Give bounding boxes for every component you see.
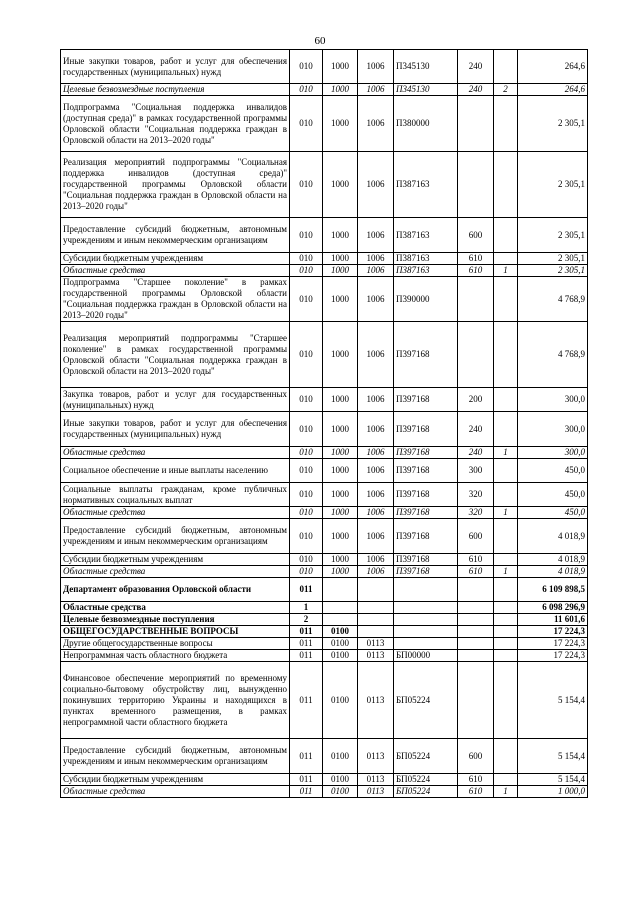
subsection-code-cell: 1006: [358, 459, 394, 483]
section-code-cell: 1000: [323, 483, 358, 507]
item-name-cell: Реализация мероприятий подпрограммы "Социальная поддержка инвалидов (доступная среда)" государственной программы Орловской области "Социальная поддержка граждан в Орловской области на 2013–2020 годы": [61, 152, 290, 218]
table-row: [61, 662, 588, 739]
expense-type-code-cell: 600: [458, 519, 494, 554]
subsection-code-cell: 1006: [358, 96, 394, 152]
table-row: [61, 152, 588, 218]
target-article-code-cell: БП00000: [394, 650, 458, 662]
funding-source-code-cell: [494, 662, 518, 739]
target-article-code-cell: БП05224: [394, 739, 458, 774]
subsection-code-cell: 1006: [358, 519, 394, 554]
ministry-code-cell: 010: [290, 265, 323, 277]
item-name-cell: Предоставление субсидий бюджетным, автономным учреждениям и иным некоммерческим организациям: [61, 218, 290, 253]
subsection-code-cell: [358, 602, 394, 614]
section-code-cell: 0100: [323, 774, 358, 786]
item-name-cell: Социальные выплаты гражданам, кроме публичных нормативных социальных выплат: [61, 483, 290, 507]
section-code-cell: 0100: [323, 638, 358, 650]
amount-cell: 450,0: [518, 459, 588, 483]
subsection-code-cell: 1006: [358, 218, 394, 253]
item-name-cell: Реализация мероприятий подпрограммы "Старшее поколение" в рамках государственной программы Орловской области "Социальная поддержка граждан в Орловской области на 2013–2020 годы": [61, 322, 290, 388]
funding-source-code-cell: [494, 152, 518, 218]
budget-table-body: [61, 50, 588, 798]
subsection-code-cell: 1006: [358, 483, 394, 507]
funding-source-code-cell: [494, 519, 518, 554]
expense-type-code-cell: 240: [458, 447, 494, 459]
target-article-code-cell: П387163: [394, 253, 458, 265]
ministry-code-cell: 011: [290, 774, 323, 786]
subsection-code-cell: 0113: [358, 774, 394, 786]
target-article-code-cell: П345130: [394, 84, 458, 96]
section-code-cell: 1000: [323, 322, 358, 388]
table-row: [61, 388, 588, 412]
table-row: [61, 253, 588, 265]
table-row: [61, 277, 588, 322]
funding-source-code-cell: [494, 412, 518, 447]
amount-cell: 2 305,1: [518, 152, 588, 218]
subsection-code-cell: 1006: [358, 447, 394, 459]
item-name-cell: Закупка товаров, работ и услуг для государственных (муниципальных) нужд: [61, 388, 290, 412]
table-row: [61, 218, 588, 253]
section-code-cell: 1000: [323, 447, 358, 459]
ministry-code-cell: 011: [290, 638, 323, 650]
ministry-code-cell: 011: [290, 786, 323, 798]
funding-source-code-cell: [494, 774, 518, 786]
ministry-code-cell: 010: [290, 218, 323, 253]
ministry-code-cell: 010: [290, 507, 323, 519]
expense-type-code-cell: 610: [458, 786, 494, 798]
expense-type-code-cell: [458, 626, 494, 638]
subsection-code-cell: 1006: [358, 50, 394, 84]
table-row: [61, 519, 588, 554]
section-code-cell: 1000: [323, 218, 358, 253]
table-row: [61, 447, 588, 459]
target-article-code-cell: П397168: [394, 322, 458, 388]
budget-table: [60, 49, 588, 798]
amount-cell: 4 018,9: [518, 519, 588, 554]
table-row: [61, 459, 588, 483]
ministry-code-cell: 010: [290, 50, 323, 84]
expense-type-code-cell: [458, 650, 494, 662]
item-name-cell: Целевые безвозмездные поступления: [61, 614, 290, 626]
ministry-code-cell: 010: [290, 388, 323, 412]
table-row: [61, 84, 588, 96]
target-article-code-cell: П397168: [394, 566, 458, 578]
target-article-code-cell: [394, 626, 458, 638]
ministry-code-cell: 1: [290, 602, 323, 614]
expense-type-code-cell: [458, 602, 494, 614]
table-row: [61, 786, 588, 798]
subsection-code-cell: 1006: [358, 388, 394, 412]
subsection-code-cell: 1006: [358, 277, 394, 322]
section-code-cell: 1000: [323, 96, 358, 152]
expense-type-code-cell: 610: [458, 566, 494, 578]
subsection-code-cell: 1006: [358, 152, 394, 218]
target-article-code-cell: П397168: [394, 412, 458, 447]
ministry-code-cell: 011: [290, 662, 323, 739]
target-article-code-cell: П387163: [394, 152, 458, 218]
ministry-code-cell: 010: [290, 566, 323, 578]
section-code-cell: 1000: [323, 84, 358, 96]
target-article-code-cell: [394, 602, 458, 614]
amount-cell: 5 154,4: [518, 774, 588, 786]
amount-cell: 17 224,3: [518, 650, 588, 662]
table-row: [61, 626, 588, 638]
expense-type-code-cell: 320: [458, 507, 494, 519]
section-code-cell: 1000: [323, 388, 358, 412]
amount-cell: 2 305,1: [518, 265, 588, 277]
table-row: [61, 578, 588, 602]
item-name-cell: Областные средства: [61, 602, 290, 614]
target-article-code-cell: [394, 578, 458, 602]
target-article-code-cell: П397168: [394, 554, 458, 566]
target-article-code-cell: [394, 614, 458, 626]
expense-type-code-cell: [458, 152, 494, 218]
ministry-code-cell: 011: [290, 739, 323, 774]
item-name-cell: Областные средства: [61, 507, 290, 519]
subsection-code-cell: 1006: [358, 554, 394, 566]
funding-source-code-cell: [494, 218, 518, 253]
table-row: [61, 96, 588, 152]
funding-source-code-cell: [494, 277, 518, 322]
amount-cell: 5 154,4: [518, 662, 588, 739]
target-article-code-cell: П387163: [394, 218, 458, 253]
funding-source-code-cell: [494, 253, 518, 265]
amount-cell: 300,0: [518, 388, 588, 412]
expense-type-code-cell: 240: [458, 412, 494, 447]
ministry-code-cell: 010: [290, 152, 323, 218]
amount-cell: 4 018,9: [518, 554, 588, 566]
expense-type-code-cell: 600: [458, 739, 494, 774]
subsection-code-cell: 1006: [358, 507, 394, 519]
expense-type-code-cell: 240: [458, 50, 494, 84]
amount-cell: 5 154,4: [518, 739, 588, 774]
ministry-code-cell: 010: [290, 412, 323, 447]
subsection-code-cell: [358, 578, 394, 602]
amount-cell: 450,0: [518, 483, 588, 507]
subsection-code-cell: 0113: [358, 739, 394, 774]
target-article-code-cell: П397168: [394, 483, 458, 507]
subsection-code-cell: [358, 614, 394, 626]
section-code-cell: 1000: [323, 412, 358, 447]
expense-type-code-cell: 600: [458, 218, 494, 253]
target-article-code-cell: [394, 638, 458, 650]
amount-cell: 4 768,9: [518, 277, 588, 322]
section-code-cell: 1000: [323, 519, 358, 554]
funding-source-code-cell: [494, 554, 518, 566]
funding-source-code-cell: [494, 626, 518, 638]
target-article-code-cell: П397168: [394, 459, 458, 483]
section-code-cell: 1000: [323, 152, 358, 218]
target-article-code-cell: П397168: [394, 388, 458, 412]
expense-type-code-cell: [458, 322, 494, 388]
ministry-code-cell: 011: [290, 578, 323, 602]
table-row: [61, 638, 588, 650]
target-article-code-cell: П387163: [394, 265, 458, 277]
subsection-code-cell: 1006: [358, 322, 394, 388]
funding-source-code-cell: [494, 50, 518, 84]
table-row: [61, 507, 588, 519]
expense-type-code-cell: [458, 277, 494, 322]
funding-source-code-cell: [494, 614, 518, 626]
item-name-cell: Субсидии бюджетным учреждениям: [61, 253, 290, 265]
item-name-cell: Областные средства: [61, 447, 290, 459]
ministry-code-cell: 011: [290, 650, 323, 662]
funding-source-code-cell: [494, 638, 518, 650]
table-row: [61, 614, 588, 626]
subsection-code-cell: 1006: [358, 84, 394, 96]
funding-source-code-cell: [494, 602, 518, 614]
table-row: [61, 566, 588, 578]
section-code-cell: [323, 602, 358, 614]
table-row: [61, 774, 588, 786]
subsection-code-cell: 0113: [358, 650, 394, 662]
ministry-code-cell: 010: [290, 447, 323, 459]
ministry-code-cell: 010: [290, 84, 323, 96]
section-code-cell: 0100: [323, 739, 358, 774]
ministry-code-cell: 010: [290, 554, 323, 566]
table-row: [61, 739, 588, 774]
subsection-code-cell: 0113: [358, 638, 394, 650]
amount-cell: 4 768,9: [518, 322, 588, 388]
subsection-code-cell: 1006: [358, 253, 394, 265]
expense-type-code-cell: 610: [458, 253, 494, 265]
funding-source-code-cell: [494, 96, 518, 152]
expense-type-code-cell: [458, 96, 494, 152]
target-article-code-cell: П390000: [394, 277, 458, 322]
amount-cell: 264,6: [518, 50, 588, 84]
funding-source-code-cell: [494, 322, 518, 388]
section-code-cell: 1000: [323, 253, 358, 265]
subsection-code-cell: 1006: [358, 412, 394, 447]
funding-source-code-cell: [494, 388, 518, 412]
item-name-cell: Социальное обеспечение и иные выплаты населению: [61, 459, 290, 483]
funding-source-code-cell: [494, 650, 518, 662]
expense-type-code-cell: 320: [458, 483, 494, 507]
table-row: [61, 412, 588, 447]
section-code-cell: 1000: [323, 50, 358, 84]
subsection-code-cell: 0113: [358, 786, 394, 798]
item-name-cell: Предоставление субсидий бюджетным, автономным учреждениям и иным некоммерческим организациям: [61, 519, 290, 554]
section-code-cell: 0100: [323, 650, 358, 662]
expense-type-code-cell: [458, 614, 494, 626]
amount-cell: 17 224,3: [518, 638, 588, 650]
amount-cell: 2 305,1: [518, 253, 588, 265]
item-name-cell: Другие общегосударственные вопросы: [61, 638, 290, 650]
funding-source-code-cell: 1: [494, 507, 518, 519]
section-code-cell: 1000: [323, 507, 358, 519]
amount-cell: 300,0: [518, 412, 588, 447]
expense-type-code-cell: 200: [458, 388, 494, 412]
funding-source-code-cell: 1: [494, 265, 518, 277]
expense-type-code-cell: 610: [458, 554, 494, 566]
expense-type-code-cell: 610: [458, 265, 494, 277]
amount-cell: 300,0: [518, 447, 588, 459]
item-name-cell: Непрограммная часть областного бюджета: [61, 650, 290, 662]
amount-cell: 1 000,0: [518, 786, 588, 798]
expense-type-code-cell: 240: [458, 84, 494, 96]
ministry-code-cell: 010: [290, 483, 323, 507]
funding-source-code-cell: 2: [494, 84, 518, 96]
table-row: [61, 650, 588, 662]
funding-source-code-cell: [494, 578, 518, 602]
section-code-cell: 0100: [323, 786, 358, 798]
expense-type-code-cell: [458, 638, 494, 650]
funding-source-code-cell: 1: [494, 786, 518, 798]
target-article-code-cell: П397168: [394, 519, 458, 554]
item-name-cell: Субсидии бюджетным учреждениям: [61, 554, 290, 566]
item-name-cell: Финансовое обеспечение мероприятий по временному социально-бытовому обустройству лиц, вынужденно покинувших территорию Украины и находящихся в пунктах временного размещения, в рамках непрограммной части областного бюджета: [61, 662, 290, 739]
ministry-code-cell: 010: [290, 519, 323, 554]
funding-source-code-cell: 1: [494, 447, 518, 459]
expense-type-code-cell: 300: [458, 459, 494, 483]
item-name-cell: Подпрограмма "Социальная поддержка инвалидов (доступная среда)" в рамках государственной программы Орловской области "Социальная поддержка граждан в Орловской области на 2013–2020 годы": [61, 96, 290, 152]
target-article-code-cell: БП05224: [394, 774, 458, 786]
amount-cell: 2 305,1: [518, 96, 588, 152]
table-row: [61, 265, 588, 277]
amount-cell: 6 109 898,5: [518, 578, 588, 602]
amount-cell: 17 224,3: [518, 626, 588, 638]
section-code-cell: [323, 614, 358, 626]
item-name-cell: Субсидии бюджетным учреждениям: [61, 774, 290, 786]
subsection-code-cell: 1006: [358, 566, 394, 578]
item-name-cell: Целевые безвозмездные поступления: [61, 84, 290, 96]
section-code-cell: 1000: [323, 265, 358, 277]
ministry-code-cell: 010: [290, 253, 323, 265]
section-code-cell: 1000: [323, 566, 358, 578]
item-name-cell: Департамент образования Орловской области: [61, 578, 290, 602]
ministry-code-cell: 010: [290, 277, 323, 322]
section-code-cell: 0100: [323, 626, 358, 638]
table-row: [61, 554, 588, 566]
target-article-code-cell: П397168: [394, 507, 458, 519]
funding-source-code-cell: [494, 459, 518, 483]
section-code-cell: 1000: [323, 459, 358, 483]
amount-cell: 6 098 296,9: [518, 602, 588, 614]
page-number: 60: [314, 35, 326, 47]
subsection-code-cell: 1006: [358, 265, 394, 277]
item-name-cell: Подпрограмма "Старшее поколение" в рамках государственной программы Орловской области "Социальная поддержка граждан в Орловской области на 2013–2020 годы": [61, 277, 290, 322]
subsection-code-cell: [358, 626, 394, 638]
table-row: [61, 483, 588, 507]
ministry-code-cell: 010: [290, 322, 323, 388]
item-name-cell: Иные закупки товаров, работ и услуг для обеспечения государственных (муниципальных) нужд: [61, 50, 290, 84]
amount-cell: 450,0: [518, 507, 588, 519]
amount-cell: 2 305,1: [518, 218, 588, 253]
table-row: [61, 322, 588, 388]
amount-cell: 11 601,6: [518, 614, 588, 626]
amount-cell: 4 018,9: [518, 566, 588, 578]
item-name-cell: Областные средства: [61, 265, 290, 277]
expense-type-code-cell: [458, 578, 494, 602]
target-article-code-cell: П345130: [394, 50, 458, 84]
section-code-cell: 0100: [323, 662, 358, 739]
expense-type-code-cell: 610: [458, 774, 494, 786]
target-article-code-cell: П380000: [394, 96, 458, 152]
funding-source-code-cell: [494, 483, 518, 507]
item-name-cell: ОБЩЕГОСУДАРСТВЕННЫЕ ВОПРОСЫ: [61, 626, 290, 638]
target-article-code-cell: БП05224: [394, 662, 458, 739]
item-name-cell: Областные средства: [61, 566, 290, 578]
ministry-code-cell: 010: [290, 459, 323, 483]
target-article-code-cell: П397168: [394, 447, 458, 459]
funding-source-code-cell: 1: [494, 566, 518, 578]
ministry-code-cell: 011: [290, 626, 323, 638]
table-row: [61, 50, 588, 84]
amount-cell: 264,6: [518, 84, 588, 96]
ministry-code-cell: 2: [290, 614, 323, 626]
target-article-code-cell: БП05224: [394, 786, 458, 798]
section-code-cell: 1000: [323, 277, 358, 322]
expense-type-code-cell: [458, 662, 494, 739]
item-name-cell: Предоставление субсидий бюджетным, автономным учреждениям и иным некоммерческим организациям: [61, 739, 290, 774]
item-name-cell: Областные средства: [61, 786, 290, 798]
funding-source-code-cell: [494, 739, 518, 774]
table-row: [61, 602, 588, 614]
subsection-code-cell: 0113: [358, 662, 394, 739]
item-name-cell: Иные закупки товаров, работ и услуг для обеспечения государственных (муниципальных) нужд: [61, 412, 290, 447]
section-code-cell: [323, 578, 358, 602]
section-code-cell: 1000: [323, 554, 358, 566]
ministry-code-cell: 010: [290, 96, 323, 152]
